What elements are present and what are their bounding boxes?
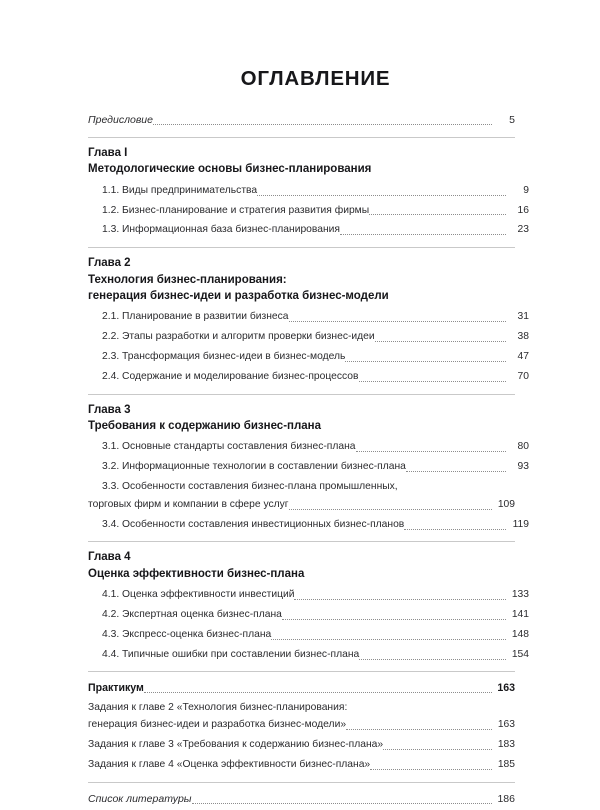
toc-section-3-3-line-1[interactable]: 3.3. Особенности составления бизнес-плана промышленных, bbox=[102, 481, 398, 493]
dot-leader bbox=[383, 743, 492, 753]
toc-section-3-2[interactable] bbox=[102, 458, 529, 478]
toc-entry-page: 109 bbox=[497, 498, 515, 510]
chapter-number-2: Глава 2 bbox=[88, 256, 131, 269]
practicum-block bbox=[88, 679, 515, 776]
toc-entry-page: 5 bbox=[509, 113, 515, 126]
dot-leader bbox=[346, 723, 492, 733]
toc-section-1-2[interactable] bbox=[102, 201, 529, 221]
practicum-task-1-line-1[interactable]: Задания к главе 2 «Технология бизнес-планирования: bbox=[88, 701, 348, 713]
chapter-sections-1 bbox=[88, 181, 529, 241]
dot-leader bbox=[257, 188, 506, 198]
toc-section-4-1[interactable] bbox=[102, 585, 529, 605]
toc-entry-label: Задания к главе 3 «Требования к содержанию бизнес-плана» bbox=[88, 739, 384, 751]
chapter-sections-3 bbox=[88, 438, 529, 535]
toc-entry-label: 4.3. Экспресс-оценка бизнес-плана bbox=[102, 628, 272, 640]
toc-entry-preface[interactable] bbox=[88, 111, 515, 131]
chapter-sections-2 bbox=[88, 308, 529, 388]
dot-leader bbox=[289, 502, 492, 512]
chapter-title-4: Оценка эффективности бизнес-плана bbox=[88, 567, 305, 580]
practicum-task-1-line-2[interactable] bbox=[88, 716, 515, 736]
toc-entry-label: 3.4. Особенности составления инвестиционных бизнес-планов bbox=[102, 518, 405, 530]
chapter-title-1: Методологические основы бизнес-планирования bbox=[88, 163, 372, 176]
chapter-title-2-line-2: генерация бизнес-идеи и разработка бизнес-модели bbox=[88, 290, 389, 303]
toc-entry-label: Задания к главе 4 «Оценка эффективности бизнес-плана» bbox=[88, 759, 371, 771]
toc-entry-page: 183 bbox=[497, 739, 515, 751]
toc-entry-page: 133 bbox=[511, 588, 529, 600]
toc-entry-label: 4.2. Экспертная оценка бизнес-плана bbox=[102, 608, 282, 620]
toc-entry-page: 47 bbox=[517, 351, 529, 363]
toc-entry-page: 163 bbox=[497, 719, 515, 731]
toc-section-1-3[interactable] bbox=[102, 221, 529, 241]
toc-section-2-1[interactable] bbox=[102, 308, 529, 328]
dot-leader bbox=[369, 208, 506, 218]
chapter-number-3: Глава 3 bbox=[88, 403, 131, 416]
dot-leader bbox=[406, 465, 506, 475]
section-divider bbox=[88, 541, 515, 542]
toc-section-2-2[interactable] bbox=[102, 328, 529, 348]
dot-leader bbox=[375, 335, 506, 345]
toc-entry-label: 1.3. Информационная база бизнес-планирования bbox=[102, 224, 341, 236]
dot-leader bbox=[356, 445, 506, 455]
chapter-title-3: Требования к содержанию бизнес-плана bbox=[88, 420, 322, 433]
toc-entry-page: 9 bbox=[523, 184, 529, 196]
chapter-sections-4 bbox=[88, 585, 529, 665]
dot-leader bbox=[289, 315, 506, 325]
toc-entry-label: 4.4. Типичные ошибки при составлении бизнес-плана bbox=[102, 648, 360, 660]
section-divider bbox=[88, 137, 515, 138]
chapter-title-2-line-1: Технология бизнес-планирования: bbox=[88, 273, 287, 286]
toc-entry-label: 1.1. Виды предпринимательства bbox=[102, 184, 258, 196]
chapter-number-4: Глава 4 bbox=[88, 551, 131, 564]
toc-entry-page: 186 bbox=[497, 792, 515, 805]
toc-entry-bibliography[interactable] bbox=[88, 790, 515, 810]
toc-entry-label: Список литературы bbox=[88, 792, 192, 805]
toc-entries bbox=[88, 111, 529, 810]
toc-entry-page: 119 bbox=[512, 518, 529, 530]
dot-leader bbox=[271, 632, 506, 642]
toc-section-4-3[interactable] bbox=[102, 625, 529, 645]
practicum-heading-label: Практикум bbox=[88, 682, 144, 695]
toc-entry-label: 4.1. Оценка эффективности инвестиций bbox=[102, 588, 295, 600]
toc-section-3-4[interactable] bbox=[102, 515, 529, 535]
toc-section-3-1[interactable] bbox=[102, 438, 529, 458]
dot-leader bbox=[359, 652, 506, 662]
toc-entry-label: торговых фирм и компании в сфере услуг bbox=[88, 498, 289, 510]
section-divider bbox=[88, 671, 515, 672]
toc-entry-page: 154 bbox=[511, 648, 529, 660]
practicum-task-2[interactable] bbox=[88, 736, 515, 756]
toc-entry-page: 93 bbox=[517, 461, 529, 473]
dot-leader bbox=[404, 522, 506, 532]
chapter-block-2 bbox=[88, 255, 529, 388]
dot-leader bbox=[144, 686, 492, 697]
dot-leader bbox=[294, 593, 506, 603]
chapter-block-1 bbox=[88, 145, 529, 241]
dot-leader bbox=[153, 117, 492, 128]
toc-entry-label: 2.4. Содержание и моделирование бизнес-процессов bbox=[102, 371, 359, 383]
toc-entry-label: 2.1. Планирование в развитии бизнеса bbox=[102, 311, 289, 323]
toc-entry-page: 31 bbox=[517, 311, 529, 323]
dot-leader bbox=[370, 763, 492, 773]
toc-entry-label: 1.2. Бизнес-планирование и стратегия развития фирмы bbox=[102, 204, 370, 216]
dot-leader bbox=[359, 375, 507, 385]
dot-leader bbox=[345, 355, 506, 365]
toc-entry-label: 2.2. Этапы разработки и алгоритм проверки бизнес-идеи bbox=[102, 331, 375, 343]
toc-entry-page: 23 bbox=[517, 224, 529, 236]
section-divider bbox=[88, 782, 515, 783]
toc-entry-page: 70 bbox=[517, 371, 529, 383]
toc-entry-page: 16 bbox=[517, 204, 529, 216]
section-divider bbox=[88, 247, 515, 248]
chapter-block-4 bbox=[88, 549, 529, 665]
toc-entry-page: 148 bbox=[511, 628, 529, 640]
toc-entry-label: 3.1. Основные стандарты составления бизнес-плана bbox=[102, 441, 356, 453]
toc-entry-page: 141 bbox=[511, 608, 529, 620]
toc-entry-label: 3.2. Информационные технологии в составлении бизнес-плана bbox=[102, 461, 406, 473]
practicum-heading-page: 163 bbox=[497, 682, 515, 695]
toc-entry-page: 80 bbox=[517, 441, 529, 453]
practicum-task-3[interactable] bbox=[88, 756, 515, 776]
dot-leader bbox=[340, 228, 506, 238]
toc-section-2-3[interactable] bbox=[102, 348, 529, 368]
toc-entry-label: генерация бизнес-идеи и разработка бизнес-модели» bbox=[88, 719, 347, 731]
chapter-block-3 bbox=[88, 402, 529, 535]
toc-entry-page: 185 bbox=[497, 759, 515, 771]
toc-entry-page: 38 bbox=[517, 331, 529, 343]
toc-entry-label: 2.3. Трансформация бизнес-идеи в бизнес-модель bbox=[102, 351, 346, 363]
toc-entry-label: Предисловие bbox=[88, 113, 153, 126]
toc-section-4-4[interactable] bbox=[102, 645, 529, 665]
toc-section-4-2[interactable] bbox=[102, 605, 529, 625]
toc-section-2-4[interactable] bbox=[102, 368, 529, 388]
section-divider bbox=[88, 394, 515, 395]
dot-leader bbox=[282, 612, 506, 622]
toc-section-1-1[interactable] bbox=[102, 181, 529, 201]
practicum-heading-row[interactable] bbox=[88, 679, 515, 698]
toc-section-3-3-line-2[interactable] bbox=[88, 495, 515, 515]
dot-leader bbox=[192, 796, 492, 807]
page-title: ОГЛАВЛЕНИЕ bbox=[240, 67, 391, 90]
chapter-number-1: Глава I bbox=[88, 146, 128, 159]
